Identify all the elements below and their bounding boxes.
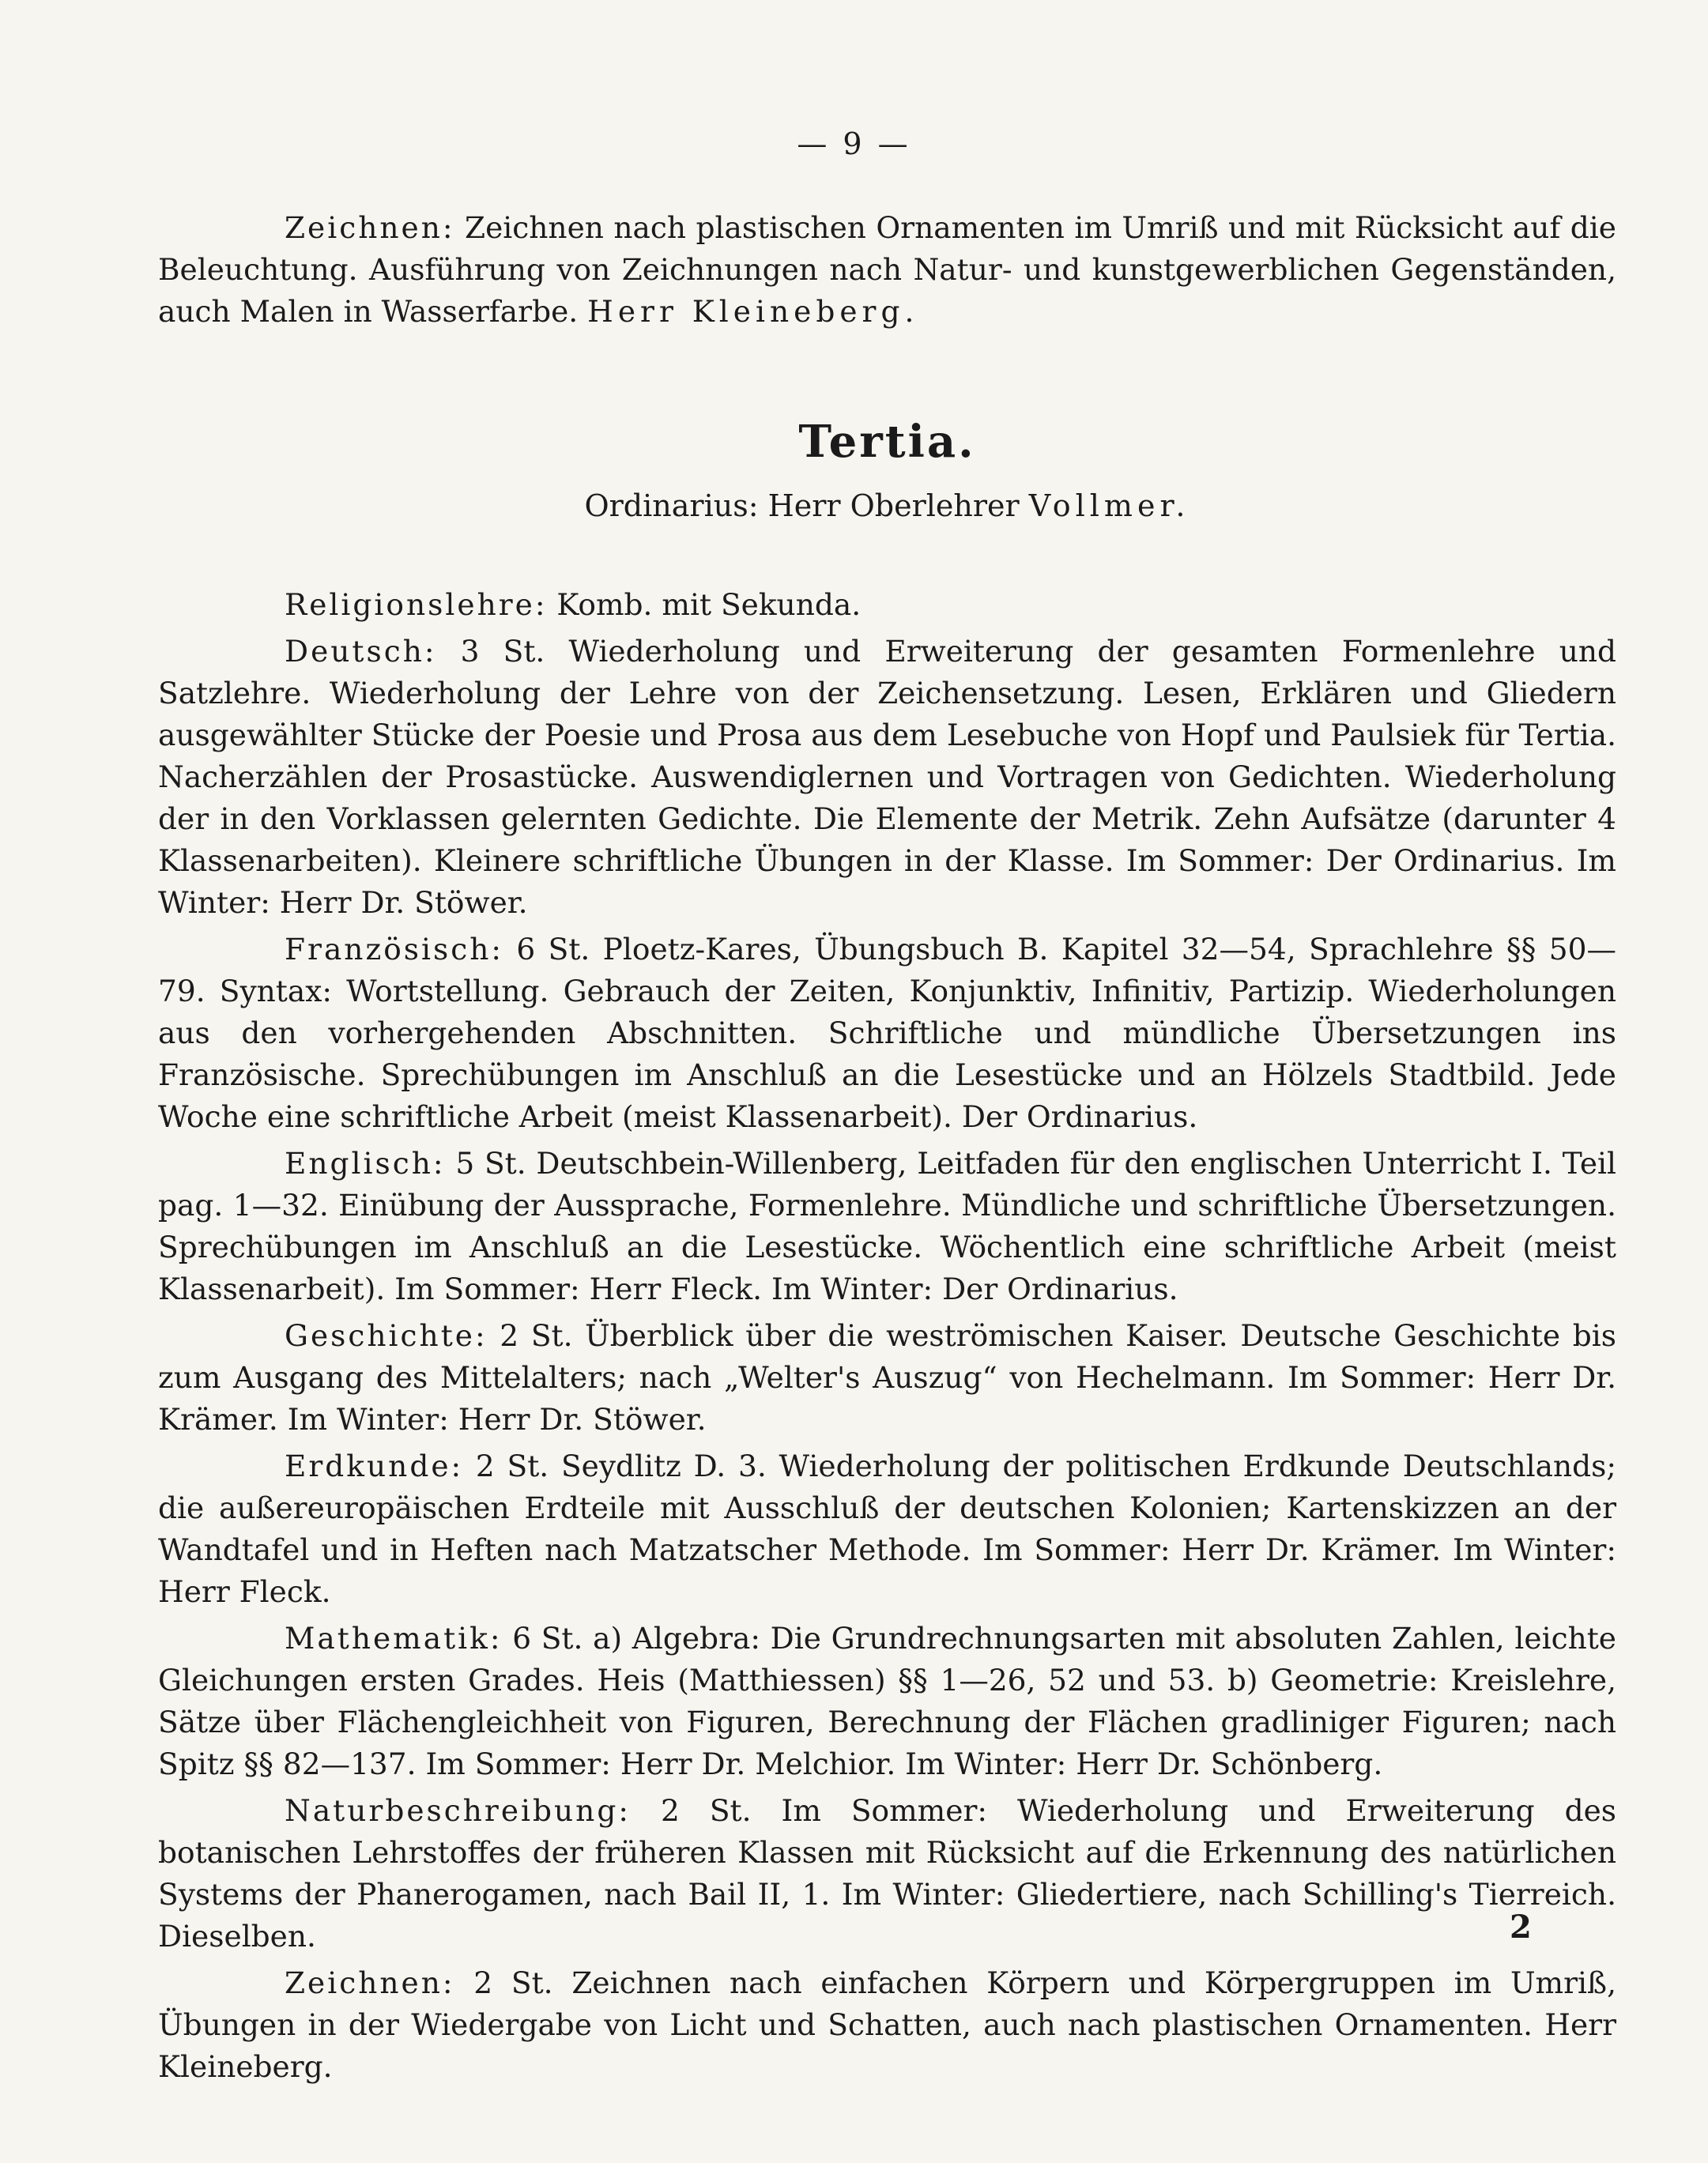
subject-paragraph: [158, 584, 1616, 626]
subject-paragraph: [158, 631, 1616, 924]
subject-text: Komb. mit Sekunda.: [556, 587, 862, 622]
subject-label: Naturbeschreibung:: [285, 1793, 631, 1828]
subject-text: 2 St. Seydlitz D. 3. Wiederholung der politischen Erdkunde Deutschlands; die außereuropäischen Erdteile mit Ausschluß der deutschen Kolonien; Kartenskizzen an der Wandtafel und in Heften nach Matzatscher Methode. Im Sommer: Herr Dr. Krämer. Im Winter: Herr Fleck.: [158, 1449, 1616, 1609]
subject-text: 2 St. Im Sommer: Wiederholung und Erweiterung des botanischen Lehrstoffes der früheren Klassen mit Rücksicht auf die Erkennung des natürlichen Systems der Phanerogamen, nach Bail II, 1. Im Winter: Gliedertiere, nach Schilling's Tierreich. Dieselben.: [158, 1793, 1617, 1954]
page-number: — 9 —: [797, 126, 911, 161]
subject-label: Zeichnen:: [285, 1965, 455, 2000]
subject-paragraph: [158, 929, 1616, 1138]
subject-paragraph: [158, 1143, 1616, 1310]
ordinarius-line: [158, 485, 1616, 527]
subject-paragraph: [158, 1962, 1616, 2088]
section-title: Tertia.: [798, 416, 976, 468]
intro-paragraph: [158, 207, 1616, 333]
ordinarius-name: Vollmer.: [1028, 488, 1190, 523]
subject-text: 3 St. Wiederholung und Erweiterung der gesamten Formenlehre und Satzlehre. Wiederholung der Lehre von der Zeichensetzung. Lesen, Erklären und Gliedern ausgewählter Stücke der Poesie und Prosa aus dem Lesebuche von Hopf und Paulsiek für Tertia. Nacherzählen der Prosastücke. Auswendiglernen und Vortragen von Gedichten. Wiederholung der in den Vorklassen gelernten Gedichte. Die Elemente der Metrik. Zehn Aufsätze (darunter 4 Klassenarbeiten). Kleinere schriftliche Übungen in der Klasse. Im Sommer: Der Ordinarius. Im Winter: Herr Dr. Stöwer.: [158, 634, 1617, 920]
intro-teacher: Herr Kleineberg.: [587, 294, 919, 329]
ordinarius-label: Ordinarius: Herr Oberlehrer: [584, 488, 1020, 523]
subject-paragraph: [158, 1618, 1616, 1785]
subject-text: 6 St. a) Algebra: Die Grundrechnungsarten mit absoluten Zahlen, leichte Gleichungen ersten Grades. Heis (Matthiessen) §§ 1—26, 52 und 53. b) Geometrie: Kreislehre, Sätze über Flächengleichheit von Figuren, Berechnung der Flächen gradliniger Figuren; nach Spitz §§ 82—137. Im Sommer: Herr Dr. Melchior. Im Winter: Herr Dr. Schönberg.: [158, 1621, 1616, 1781]
subject-label: Französisch:: [285, 932, 504, 967]
subject-text: 2 St. Zeichnen nach einfachen Körpern und Körpergruppen im Umriß, Übungen in der Wiedergabe von Licht und Schatten, auch nach plastischen Ornamenten. Herr Kleineberg.: [158, 1965, 1617, 2084]
subject-label: Erdkunde:: [285, 1449, 464, 1483]
subject-paragraph: [158, 1445, 1616, 1613]
sheet-number: 2: [1510, 1909, 1532, 1946]
subject-text: 2 St. Überblick über die weströmischen Kaiser. Deutsche Geschichte bis zum Ausgang des Mittelalters; nach „Welter's Auszug“ von Hechelmann. Im Sommer: Herr Dr. Krämer. Im Winter: Herr Dr. Stöwer.: [158, 1318, 1617, 1437]
subject-paragraph: [158, 1315, 1616, 1441]
subject-text: 5 St. Deutschbein-Willenberg, Leitfaden für den englischen Unterricht I. Teil pag. 1—32. Einübung der Aussprache, Formenlehre. Mündliche und schriftliche Übersetzungen. Sprechübungen im Anschluß an die Lesestücke. Wöchentlich eine schriftliche Arbeit (meist Klassenarbeit). Im Sommer: Herr Fleck. Im Winter: Der Ordinarius.: [158, 1146, 1616, 1306]
subject-label: Geschichte:: [285, 1318, 488, 1353]
subject-label: Deutsch:: [285, 634, 437, 669]
subject-paragraph: [158, 1790, 1616, 1958]
page-content: [158, 207, 1616, 2093]
subject-text: 6 St. Ploetz-Kares, Übungsbuch B. Kapitel 32—54, Sprachlehre §§ 50—79. Syntax: Wortstellung. Gebrauch der Zeiten, Konjunktiv, Infinitiv, Partizip. Wiederholungen aus den vorhergehenden Abschnitten. Schriftliche und mündliche Übersetzungen ins Französische. Sprechübungen im Anschluß an die Lesestücke und an Hölzels Stadtbild. Jede Woche eine schriftliche Arbeit (meist Klassenarbeit). Der Ordinarius.: [158, 932, 1617, 1134]
subject-label: Mathematik:: [285, 1621, 503, 1656]
intro-text: Zeichnen nach plastischen Ornamenten im Umriß und mit Rücksicht auf die Beleuchtung. Ausführung von Zeichnungen nach Natur- und kunstgewerblichen Gegenständen, auch Malen in Wasserfarbe.: [158, 210, 1616, 329]
subject-label: Englisch:: [285, 1146, 446, 1181]
intro-label: Zeichnen:: [285, 210, 455, 245]
subject-label: Religionslehre:: [285, 587, 548, 622]
